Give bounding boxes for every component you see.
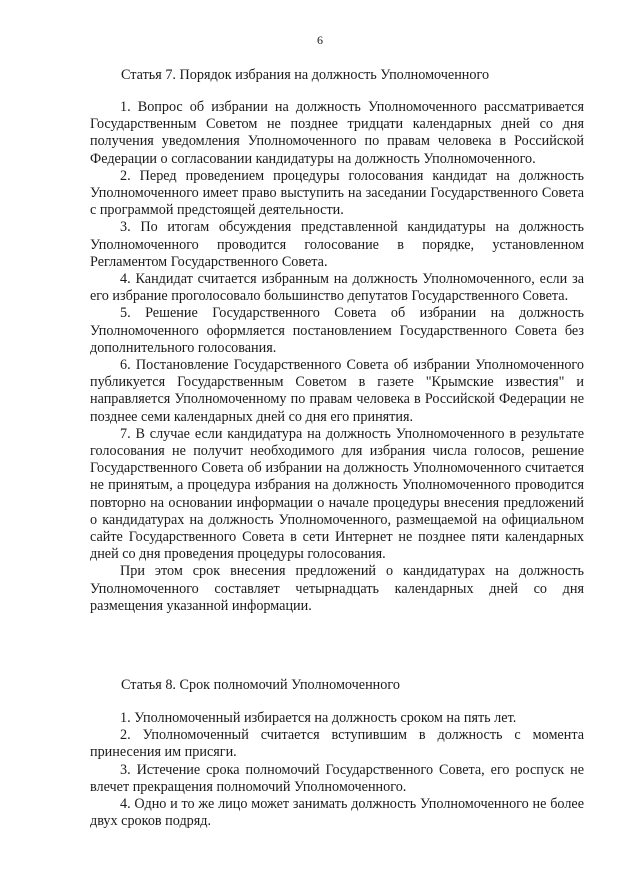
article-8-paragraph-3: 3. Истечение срока полномочий Государственного Совета, его роспуск не влечет прекращения полномочий Уполномоченного. xyxy=(90,761,584,795)
article-7-body xyxy=(90,99,584,615)
article-8-paragraph-1: 1. Уполномоченный избирается на должность сроком на пять лет. xyxy=(120,710,517,726)
article-7-paragraph-8: При этом срок внесения предложений о кандидатурах на должность Уполномоченного составляет четырнадцать календарных дней со дня размещения указанной информации. xyxy=(90,563,584,614)
article-7-paragraph-7: 7. В случае если кандидатура на должность Уполномоченного в результате голосования не получит необходимого для избрания числа голосов, решение Государственного Совета об избрании на должность Уполномоченного считается не принятым, а процедура избрания на должность Уполномоченного проводится повторно на основании информации о начале процедуры внесения предложений о кандидатурах на должность Уполномоченного, размещаемой на официальном сайте Государственного Совета в сети Интернет не позднее пяти календарных дней со дня проведения процедуры голосования. xyxy=(90,425,584,563)
article-7-paragraph-2: 2. Перед проведением процедуры голосования кандидат на должность Уполномоченного имеет право выступить на заседании Государственного Совета с программой предстоящей деятельности. xyxy=(90,167,584,219)
article-7-paragraph-4: 4. Кандидат считается избранным на должность Уполномоченного, если за его избрание проголосовало большинство депутатов Государственного Совета. xyxy=(90,271,584,305)
article-8-paragraph-4: 4. Одно и то же лицо может занимать должность Уполномоченного не более двух сроков подряд. xyxy=(90,796,584,830)
article-8-title: Статья 8. Срок полномочий Уполномоченного xyxy=(121,677,400,693)
article-7-paragraph-3: 3. По итогам обсуждения представленной кандидатуры на должность Уполномоченного проводится голосование в порядке, установленном Регламентом Государственного Совета. xyxy=(90,219,584,270)
article-7-title: Статья 7. Порядок избрания на должность Уполномоченного xyxy=(121,67,490,83)
article-7-paragraph-1: 1. Вопрос об избрании на должность Уполномоченного рассматривается Государственным Советом не позднее тридцати календарных дней со дня получения уведомления Уполномоченного по правам человека в Российской Федерации о согласовании кандидатуры на должность Уполномоченного. xyxy=(90,99,584,167)
article-7-paragraph-5: 5. Решение Государственного Совета об избрании на должность Уполномоченного оформляется постановлением Государственного Совета без дополнительного голосования. xyxy=(90,305,584,356)
page-number: 6 xyxy=(317,33,323,47)
article-8-paragraph-2: 2. Уполномоченный считается вступившим в должность с момента принесения им присяги. xyxy=(90,727,584,761)
article-7-paragraph-6: 6. Постановление Государственного Совета об избрании Уполномоченного публикуется Государственным Советом в газете "Крымские известия" и направляется Уполномоченному по правам человека в Российской Федерации не позднее семи календарных дней со дня его принятия. xyxy=(90,357,584,425)
article-8-body xyxy=(90,710,584,830)
